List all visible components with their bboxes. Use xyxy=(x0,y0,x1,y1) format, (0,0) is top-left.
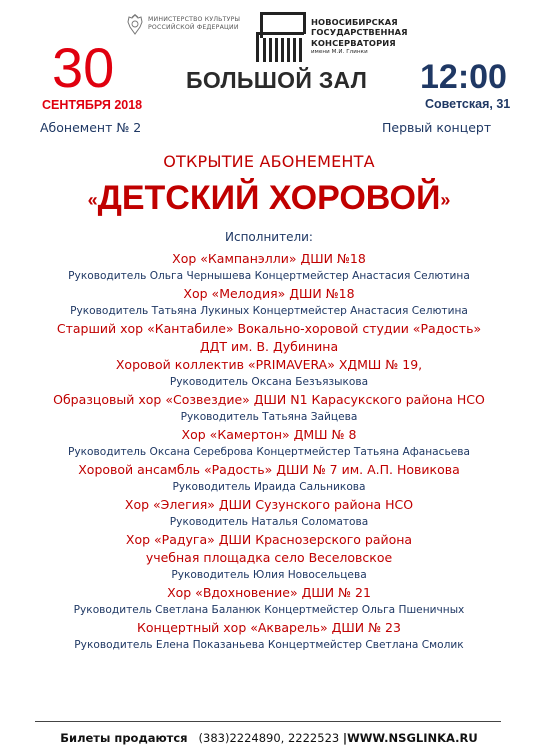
choir-line: учебная площадка село Веселовское xyxy=(145,550,393,565)
ticket-phones: (383)2224890, 2222523 xyxy=(198,731,340,745)
footer-separator: | xyxy=(342,731,348,745)
director-line: Руководитель Ольга Чернышева Концертмейстер Анастасия Селютина xyxy=(68,270,470,282)
choir-line: Старший хор «Кантабиле» Вокально-хоровой студии «Радость» xyxy=(56,321,482,336)
hall-name: БОЛЬШОЙ ЗАЛ xyxy=(186,67,368,93)
director-line: Руководитель Татьяна Лукиных Концертмейстер Анастасия Селютина xyxy=(70,305,468,317)
choir-line: Образцовый хор «Созвездие» ДШИ N1 Карасукского района НСО xyxy=(53,392,485,407)
event-time: 12:00 xyxy=(420,58,507,96)
coat-of-arms-icon xyxy=(126,14,144,36)
ministry-line2: РОССИЙСКОЙ ФЕДЕРАЦИИ xyxy=(148,24,239,31)
title-quote-open: « xyxy=(87,190,98,211)
director-line: Руководитель Елена Показаньева Концертмейстер Светлана Смолик xyxy=(74,639,464,651)
opening-heading: ОТКРЫТИЕ АБОНЕМЕНТА xyxy=(163,152,375,171)
performers-label: Исполнители: xyxy=(225,230,313,244)
event-day: 30 xyxy=(52,36,115,99)
ministry-line1: МИНИСТЕРСТВО КУЛЬТУРЫ xyxy=(148,16,241,23)
conservatory-logo-icon xyxy=(252,12,308,64)
choir-line: Концертный хор «Акварель» ДШИ № 23 xyxy=(137,620,401,635)
choir-line: Хор «Камертон» ДМШ № 8 xyxy=(181,427,357,442)
director-line: Руководитель Юлия Новосельцева xyxy=(171,569,367,581)
conservatory-line2: ГОСУДАРСТВЕННАЯ xyxy=(311,27,408,38)
venue-address: Советская, 31 xyxy=(425,97,511,111)
director-line: Руководитель Ираида Сальникова xyxy=(172,481,366,493)
choir-line: Хор «Кампанэлли» ДШИ №18 xyxy=(172,251,366,266)
website-link[interactable]: WWW.NSGLINKA.RU xyxy=(347,731,478,745)
choir-line: Хор «Мелодия» ДШИ №18 xyxy=(183,286,355,301)
title-quote-close: » xyxy=(440,190,451,211)
director-line: Руководитель Оксана Безъязыкова xyxy=(169,376,369,388)
conservatory-line4: имени М.И. Глинки xyxy=(311,48,368,55)
title-text: ДЕТСКИЙ ХОРОВОЙ xyxy=(97,179,441,217)
choir-line: Хоровой коллектив «PRIMAVERA» ХДМШ № 19, xyxy=(115,357,423,372)
conservatory-line1: НОВОСИБИРСКАЯ xyxy=(311,17,398,27)
choir-line: Хоровой ансамбль «Радость» ДШИ № 7 им. А.П. Новикова xyxy=(78,462,460,477)
director-line: Руководитель Наталья Соломатова xyxy=(169,516,369,528)
conservatory-line3: КОНСЕРВАТОРИЯ xyxy=(311,37,396,48)
choir-line: Хор «Радуга» ДШИ Краснозерского района xyxy=(125,532,413,547)
subscription-number: Абонемент № 2 xyxy=(40,120,142,135)
footer-divider xyxy=(35,721,501,722)
conservatory-name xyxy=(311,17,408,56)
footer xyxy=(0,731,538,745)
performers-list xyxy=(0,250,538,654)
program-title xyxy=(0,176,538,222)
concert-number: Первый концерт xyxy=(382,120,492,135)
event-month-year: СЕНТЯБРЯ 2018 xyxy=(42,98,143,112)
director-line: Руководитель Татьяна Зайцева xyxy=(180,411,358,423)
director-line: Руководитель Оксана Сереброва Концертмейстер Татьяна Афанасьева xyxy=(67,446,470,458)
tickets-label: Билеты продаются xyxy=(60,731,188,745)
director-line: Руководитель Светлана Баланюк Концертмейстер Ольга Пшеничных xyxy=(73,604,465,616)
choir-line: ДДТ им. В. Дубинина xyxy=(199,339,339,354)
choir-line: Хор «Элегия» ДШИ Сузунского района НСО xyxy=(124,497,414,512)
choir-line: Хор «Вдохновение» ДШИ № 21 xyxy=(167,585,371,600)
